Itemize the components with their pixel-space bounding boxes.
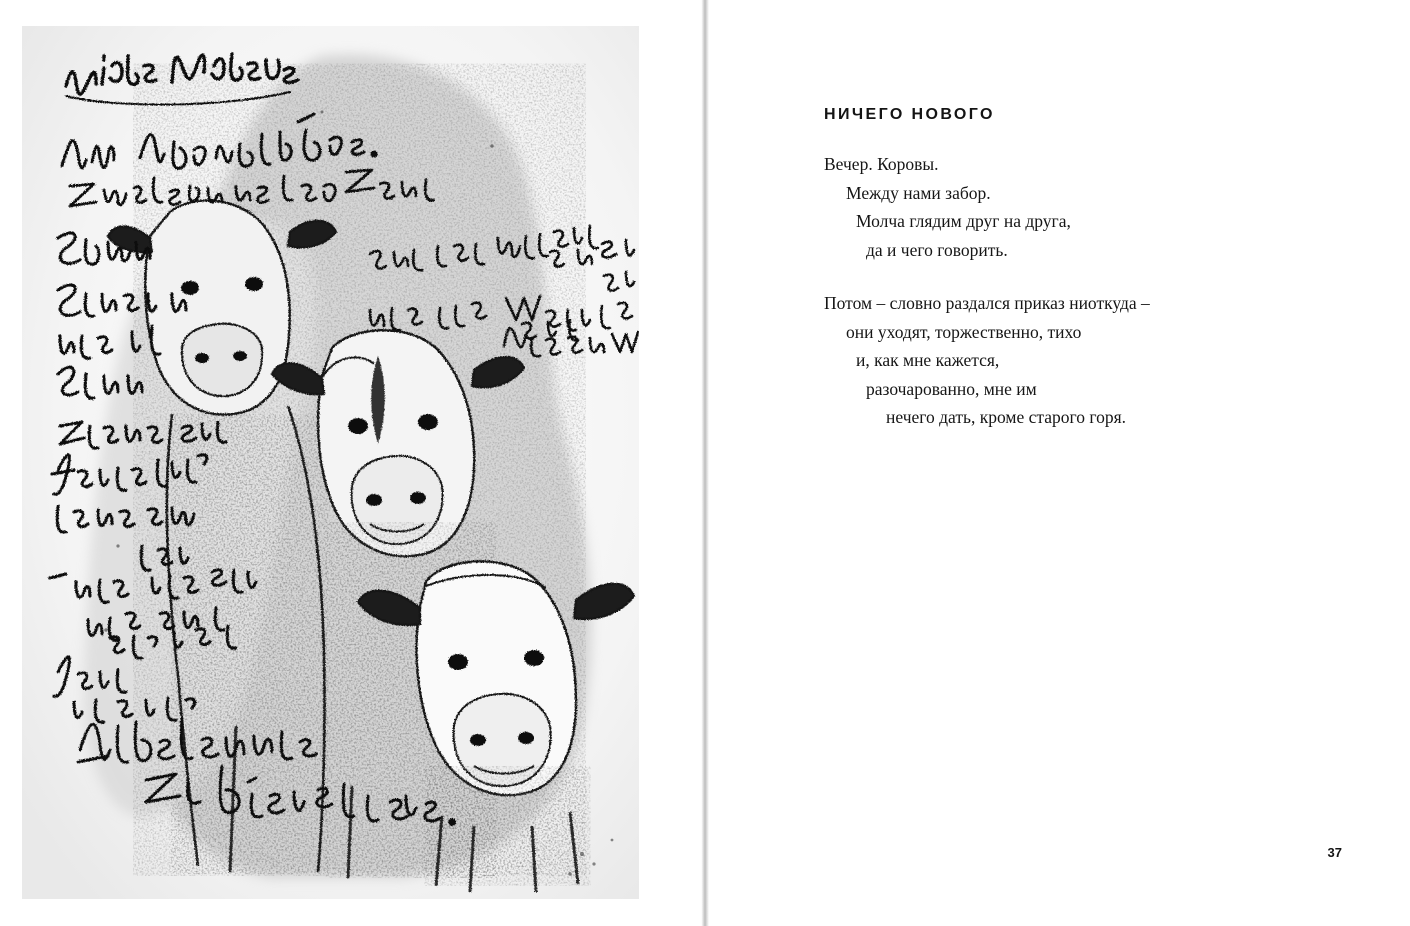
- page-number: 37: [1327, 845, 1342, 860]
- poem-line: Вечер. Коровы.: [824, 154, 939, 174]
- stanza: [824, 289, 1344, 432]
- poem-line: разочарованно, мне им: [866, 378, 1037, 399]
- poem-line: да и чего говорить.: [866, 239, 1008, 260]
- right-page: [705, 0, 1410, 926]
- poem-line: Молча глядим друг на друга,: [856, 211, 1071, 231]
- page-title: НИЧЕГО НОВОГО: [824, 105, 995, 123]
- charcoal-drawing-three-cows: [22, 26, 639, 899]
- stanza: [824, 150, 1344, 264]
- poem-line: Между нами забор.: [846, 182, 991, 203]
- poem-line: Потом – словно раздался приказ ниоткуда –: [824, 293, 1150, 313]
- poem-body: [824, 150, 1344, 432]
- poem-line: нечего дать, кроме старого горя.: [886, 407, 1127, 427]
- poem-line: они уходят, торжественно, тихо: [846, 321, 1082, 342]
- poem-line: и, как мне кажется,: [856, 350, 1000, 370]
